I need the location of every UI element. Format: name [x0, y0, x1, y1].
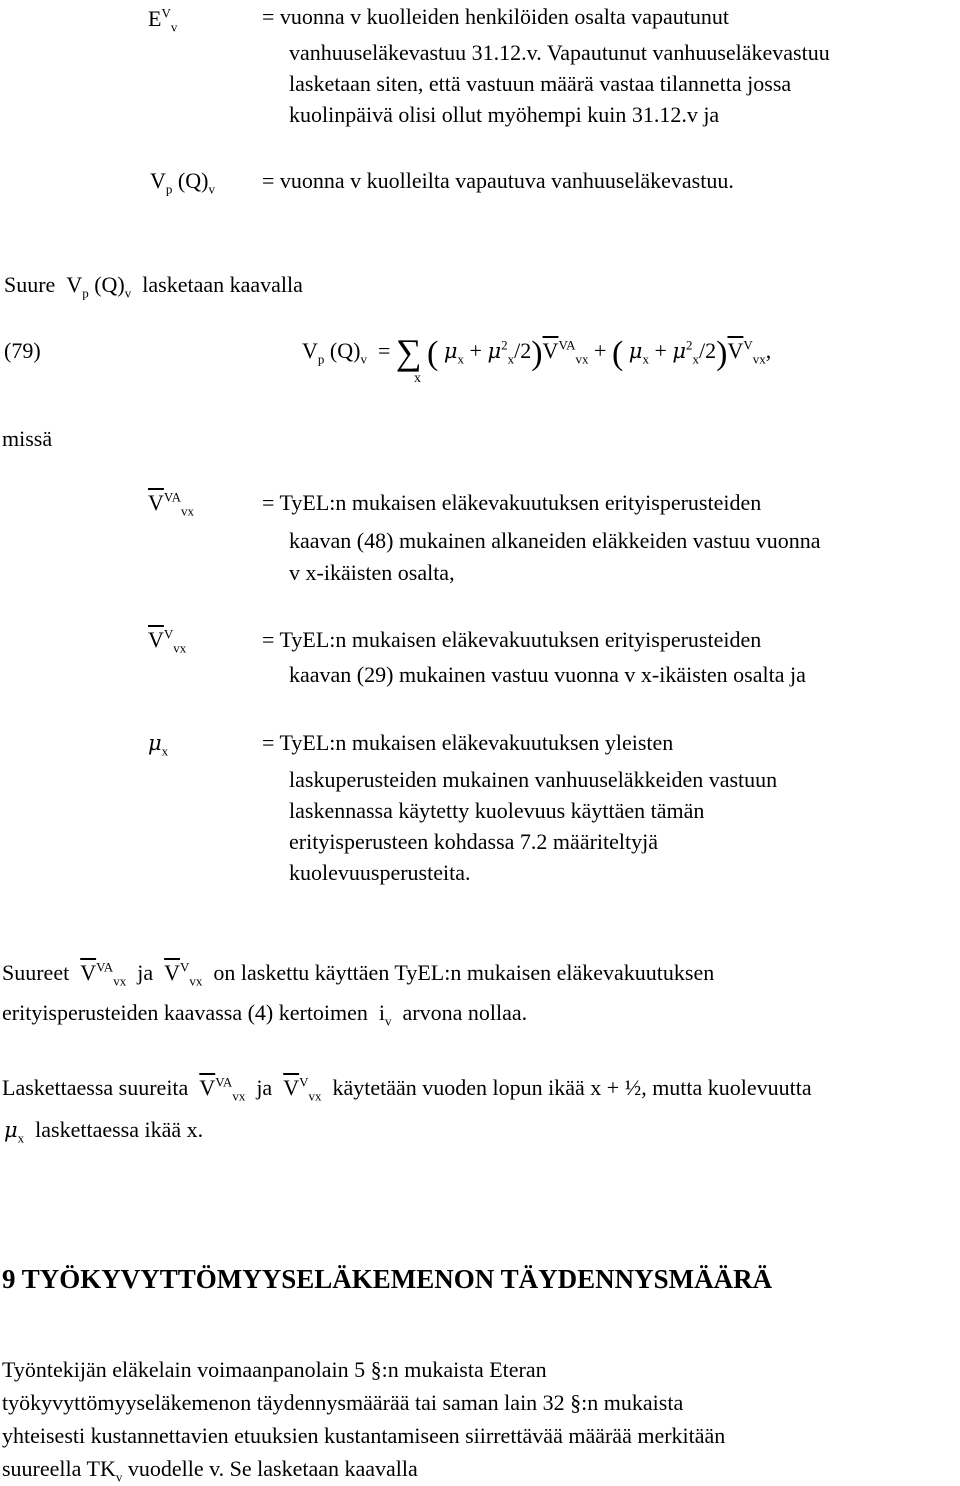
missa-label: missä	[2, 426, 53, 451]
symbol-vpq: $V_p$ $(Q)_v$	[150, 168, 215, 197]
def-mu-line1: = TyEL:n mukaisen eläkevakuutuksen yleisten	[262, 730, 674, 755]
def-ev-line4: kuolinpäivä olisi ollut myöhempi kuin 31.12.v ja	[289, 102, 720, 127]
def-mu-line2: laskuperusteiden mukainen vanhuuseläkkeiden vastuun	[289, 767, 778, 792]
final-line4: suureella $TK_v$ vuodelle v. Se lasketaan kaavalla	[2, 1456, 418, 1485]
section-heading: 9 TYÖKYVYTTÖMYYSELÄKEMENON TÄYDENNYSMÄÄRÄ	[2, 1264, 773, 1294]
def-mu-line5: kuolevuusperusteita.	[289, 860, 471, 885]
formula-79: $V_p$ $(Q)_v$ = ∑ ( $\mu_x + \mu^2_x/2)\overline{V}^{VA}_{vx}$ + ( $\mu_x + \mu^2_x/2)\overline{V}^V_{vx}$,	[302, 332, 772, 372]
sum-index: x	[414, 371, 421, 386]
symbol-vva: $\overline{V}^{VA}_{vx}$	[148, 489, 194, 519]
def-vpq-text: = vuonna v kuolleilta vapautuva vanhuuseläkevastuu.	[262, 168, 734, 193]
def-mu-line4: erityisperusteen kohdassa 7.2 määriteltyjä	[289, 829, 658, 854]
def-vva-line3: v x-ikäisten osalta,	[289, 560, 455, 585]
laskettaessa-line1: Laskettaessa suureita $\overline{V}^{VA}_{vx}$ ja $\overline{V}^V_{vx}$ käytetään vuoden lopun ikää x + ½, mutta kuolevuutta	[2, 1074, 812, 1104]
def-mu-line3: laskennassa käytetty kuolevuus käyttäen tämän	[289, 798, 705, 823]
intro-line: Suure $V_p$ $(Q)_v$ lasketaan kaavalla	[4, 272, 303, 301]
def-vv-line2: kaavan (29) mukainen vastuu vuonna v x-ikäisten osalta ja	[289, 662, 806, 687]
def-ev-line2: vanhuuseläkevastuu 31.12.v. Vapautunut vanhuuseläkevastuu	[289, 40, 830, 65]
symbol-ev: $E^V_v$	[148, 5, 178, 35]
final-line1: Työntekijän eläkelain voimaanpanolain 5 §:n mukaista Eteran	[2, 1357, 547, 1382]
suureet-line1: Suureet $\overline{V}^{VA}_{vx}$ ja $\overline{V}^V_{vx}$ on laskettu käyttäen TyEL:n mukaisen eläkevakuutuksen	[2, 959, 715, 989]
final-line2: työkyvyttömyyseläkemenon täydennysmäärää tai saman lain 32 §:n mukaista	[2, 1390, 684, 1415]
formula-number: (79)	[4, 338, 41, 363]
def-vva-line1: = TyEL:n mukaisen eläkevakuutuksen erityisperusteiden	[262, 490, 762, 515]
final-line3: yhteisesti kustannettavien etuuksien kustantamiseen siirrettävää määrää merkitään	[2, 1423, 726, 1448]
def-vva-line2: kaavan (48) mukainen alkaneiden eläkkeiden vastuu vuonna	[289, 528, 821, 553]
def-ev-line3: lasketaan siten, että vastuun määrä vastaa tilannetta jossa	[289, 71, 792, 96]
def-ev-line1: = vuonna v kuolleiden henkilöiden osalta vapautunut	[262, 4, 729, 29]
laskettaessa-line2: $\mu_x$ laskettaessa ikää x.	[4, 1117, 204, 1146]
symbol-vv: $\overline{V}^V_{vx}$	[148, 626, 187, 656]
symbol-mu: $\mu_x$	[148, 731, 169, 759]
def-vv-line1: = TyEL:n mukaisen eläkevakuutuksen erityisperusteiden	[262, 627, 762, 652]
suureet-line2: erityisperusteiden kaavassa (4) kertoimen $i_v$ arvona nollaa.	[2, 1000, 528, 1029]
